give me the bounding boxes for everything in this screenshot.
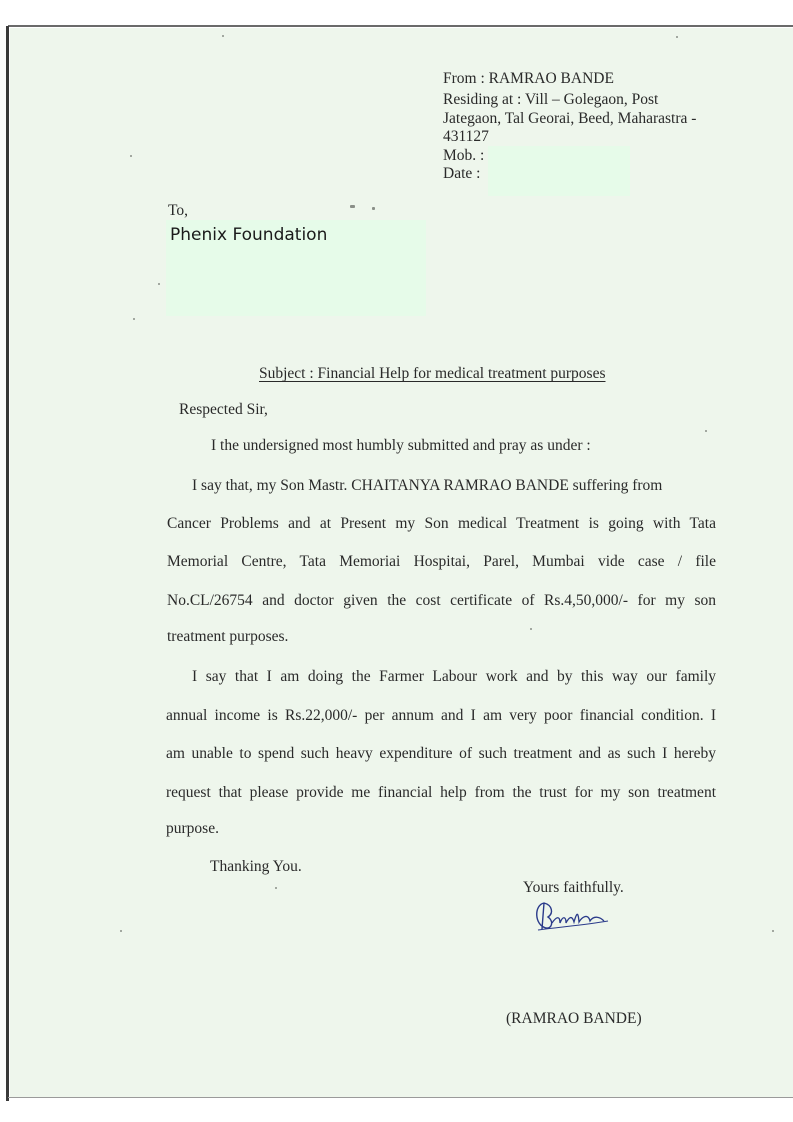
para2-line: am unable to spend such heavy expenditure of such treatment and as such I hereby (166, 745, 716, 762)
para2-line: I say that I am doing the Farmer Labour work and by this way our family (192, 668, 716, 685)
para1-line: Cancer Problems and at Present my Son medical Treatment is going with Tata (167, 515, 716, 532)
from-line: From : RAMRAO BANDE (443, 70, 614, 87)
scan-edge-top (8, 25, 793, 27)
para1-line: I say that, my Son Mastr. CHAITANYA RAMRAO BANDE suffering from (192, 477, 663, 494)
address-pincode: 431127 (443, 128, 489, 145)
address-line-2: Jategaon, Tal Georai, Beed, Maharastra - (443, 110, 697, 127)
closing-line: Yours faithfully. (523, 879, 624, 896)
scan-speck (530, 628, 532, 630)
scan-speck (676, 36, 678, 38)
scan-speck (130, 155, 132, 157)
signatory-name: (RAMRAO BANDE) (506, 1010, 642, 1027)
scan-speck (772, 930, 774, 932)
scan-edge-left (6, 26, 9, 1101)
address-line-1: Residing at : Vill – Golegaon, Post (443, 91, 659, 108)
scan-speck (158, 283, 160, 285)
para2-line: request that please provide me financial help from the trust for my son treatment (166, 784, 716, 801)
para1-line: treatment purposes. (167, 628, 289, 645)
intro-line: I the undersigned most humbly submitted and pray as under : (211, 437, 591, 454)
thanks-line: Thanking You. (210, 858, 302, 875)
salutation: Respected Sir, (179, 401, 268, 418)
scan-speck (372, 207, 375, 210)
scan-speck (133, 318, 135, 320)
para2-line: annual income is Rs.22,000/- per annum and I am very poor financial condition. I (166, 707, 716, 724)
to-label: To, (168, 202, 189, 219)
scan-speck (222, 35, 224, 37)
signature-image (530, 895, 615, 937)
para2-line: purpose. (166, 820, 219, 837)
mobile-label: Mob. : (443, 147, 485, 164)
recipient-name: Phenix Foundation (170, 225, 328, 245)
para1-line: Memorial Centre, Tata Memoriai Hospitai, Parel, Mumbai vide case / file (167, 553, 716, 570)
date-label: Date : (443, 165, 481, 182)
subject-line: Subject : Financial Help for medical treatment purposes (259, 365, 606, 382)
scan-speck (705, 430, 707, 432)
scan-speck (275, 887, 277, 889)
scan-speck (120, 930, 122, 932)
scan-speck (350, 205, 355, 208)
para1-line: No.CL/26754 and doctor given the cost certificate of Rs.4,50,000/- for my son (167, 592, 716, 609)
redacted-contact-box (488, 146, 630, 196)
scan-edge-bottom (8, 1097, 793, 1098)
